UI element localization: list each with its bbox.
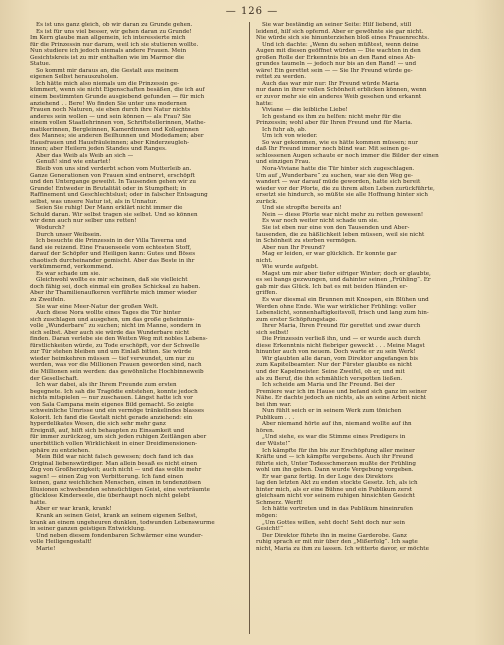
- text-line: darauf der Schöpfer und Heiligen kann: Gutes und Böses: [30, 251, 196, 258]
- text-line: Es ist für uns viel besser, wir gehen daran zu Grunde!: [36, 28, 192, 35]
- text-line: rettet zu werden.: [256, 74, 307, 81]
- text-line: Der Direktor führte ihn in meine Garderobe. Ganz: [262, 532, 407, 539]
- text-line: Aber ihr Thamilienaufkeren verführte mich immer wieder: [30, 290, 197, 297]
- text-line: Nun studiere ich jedoch niemals andere Frauen. Mein: [30, 48, 187, 55]
- text-line: Ich kämpfte für ihn bis zur Erschöpfung aller meiner: [262, 447, 415, 454]
- text-line: einem vollen Staatlehrinnen von, Schriftstellerinnen, Mathe-: [30, 120, 206, 127]
- text-line: keinen, ganz weichlichen Menschen, einen in tendenziösen: [30, 480, 202, 487]
- text-line: hatte:: [256, 100, 273, 107]
- text-line: Viviane — die leibliche Liebe!: [262, 107, 348, 114]
- text-line: nicht.: [256, 257, 273, 264]
- text-line: Um auf „Wunderbare“ zu suchen, war sie den Weg ge-: [256, 172, 413, 179]
- text-line: werden, was vor die Millionen Frauen geworden sind, nach: [30, 362, 202, 369]
- text-line: führte sich, Unter Todesschmerzen mußte der Frühling: [256, 460, 416, 467]
- text-line: Sie war eine Meer-Natur der großen Welt.: [36, 303, 159, 310]
- text-line: Nein — diese Pforte war nicht mehr zu retten gewesen!: [262, 211, 424, 218]
- text-line: von Sala Campana mein eigenes Bild gemacht. So zeigte: [30, 401, 194, 408]
- text-line: Kolorit. Ich fand die Gestalt nicht gerade anziehend: ein: [30, 414, 193, 421]
- text-line: Lebenslicht, sonnenhaftigkeitsvoll, frisch und lang zum hin-: [256, 310, 429, 317]
- text-line: glücklose Kinderseele, die überhaupt noch nicht gelebt: [30, 493, 190, 500]
- text-line: zur Tür stehen bleiben und um Einlaß bitten. Sie würde: [30, 349, 192, 356]
- text-line: So kommt mir daraus an, die Gestalt aus meinem: [36, 67, 179, 74]
- text-line: zurück.: [256, 198, 278, 205]
- text-line: ruhig sprach er mit mir über den „Mißerfolg“. Ich sagte: [256, 539, 418, 546]
- text-line: sagen! — einen Zug von Verbitterung. Ich fand einen: [30, 473, 184, 480]
- text-line: innen; aber Heilern jeden Standes und Ranges.: [30, 146, 167, 153]
- text-line: lag den letzten Akt zu enden stockte Gesetz. Ich, als ich: [256, 480, 418, 487]
- text-line: zu Zweifeln.: [30, 296, 66, 303]
- text-line: als zu Beruf, die ihn schmählich verspotten ließen.: [256, 375, 403, 382]
- text-line: Sie ist eben nur eine von den Tausenden und Aber-: [262, 224, 410, 231]
- text-line: anderes sein wollen — und sein können — als Frau? Sie: [30, 113, 192, 120]
- text-line: bei ihm war.: [256, 401, 292, 408]
- text-line: Ereigniß, auf, hilft sich behaupten zu Einsamkeit und: [30, 427, 185, 434]
- text-line: und den Untergange geweiht. In Tausenden gehen wir zu: [30, 179, 197, 186]
- text-line: hören.: [256, 427, 275, 434]
- text-line: tausenden, die zu häßlichkeit leben müssen, weil sie nicht: [256, 231, 425, 238]
- text-line: Werden ohne Ende. Wie war wirklicher Frühling: voller: [256, 303, 417, 310]
- text-line: grundes taumeln — jedoch nur bis an den Rand! — und: [256, 61, 417, 68]
- text-line: unerbittlich vollen Wirklichkeit in einer Dreidimensionen-: [30, 441, 198, 447]
- text-line: Marie!: [36, 545, 56, 552]
- column-divider: [249, 22, 250, 634]
- text-line: Aber er war krank, krank!: [36, 506, 112, 513]
- text-line: Ich fuhr ab, ab.: [262, 126, 307, 133]
- text-line: Raffinement und Geschlechtslust; oder in falscher Entsagung: [30, 192, 208, 199]
- text-line: Und sie stropfte bereits an!: [262, 205, 342, 212]
- text-line: sich selbst. Aber auch sie würde das Wunderbare nicht: [30, 329, 190, 336]
- text-line: leidend, hilf sich opfernd. Aber er gewöhnte sie gar nicht.: [256, 28, 424, 35]
- text-line: Um ich von wieder.: [262, 133, 318, 140]
- text-line: schweinliche Umrisse und ein vermöge tränkelindes blasses: [30, 408, 205, 415]
- text-line: Ich gestand es ihm zu helfen: nicht mehr für die: [262, 113, 402, 120]
- text-line: Ich hätte vortreten und in das Publikum hineinrufen: [262, 506, 414, 513]
- text-line: gleichsam nicht vor seinem ruhigen hinsichten Gesicht: [256, 493, 415, 500]
- text-line: für die Prinzessin nur darum, weil ich sie stutieren wollte.: [30, 41, 199, 48]
- text-line: Es war schade um sie.: [36, 270, 101, 277]
- text-line: anziehend . . Bere! Wo finden Sie unter uns modernen: [30, 100, 187, 107]
- text-line: Ich hätte mich also niemals um die Prinzessin ge-: [36, 80, 180, 87]
- text-line: Im Kern glaube man allgemein, ich interessierte mich: [30, 35, 186, 42]
- text-line: Aber das Weib als Weib an sich —: [36, 152, 134, 159]
- text-line: Durch unser Weibsein.: [36, 231, 102, 238]
- text-line: nur dann in ihrer vollen Schönheit erblicken können, wenn: [256, 87, 427, 94]
- text-line: großen Rolle der Erkenntnis bis an den Rand eines Ab-: [256, 54, 416, 61]
- text-line: eigenen Selbst herauszuholen.: [30, 74, 119, 81]
- text-line: zum erster Schöpfungstage.: [256, 316, 338, 323]
- text-line: wieder heimkehren müssen — tief verwundet, um nur zu: [30, 355, 195, 362]
- text-line: Augen mit diesen geöffnet würden — Die wachten in den: [256, 48, 421, 55]
- text-line: Hausfrauen und Hausfräuleinnen; aber Kinderzeugleh-: [30, 139, 190, 146]
- text-line: Gesichtskreis ist zu mir enthalten wie im Marmor die: [30, 54, 185, 61]
- text-line: matikerinnen, Bergleinnen, Kamerdinnen und Kolleginnen: [30, 126, 199, 133]
- text-line: Und ich dachte: „Wenn du sehen müßtest, wenn deine: [262, 41, 419, 48]
- text-line: Nun fühlt seich er in seinem Werk zum tönichen: [262, 408, 402, 415]
- text-line: wäre! Ein gerettet sein — — Sie Ihr Freund würde ge-: [256, 67, 413, 74]
- text-line: Aber niemand hörte auf ihn, niemand wollte auf ihn: [262, 421, 412, 428]
- text-line: der Wüste!“: [256, 441, 291, 447]
- text-line: fand sie reizend. Eine Frauenseele vom echtesten Stoff,: [30, 244, 192, 251]
- text-line: Statue.: [30, 61, 51, 68]
- text-line: Es war noch weiter nicht schade um sie.: [262, 218, 379, 225]
- text-line: sphäre zu entziehen.: [30, 447, 90, 454]
- text-line: Und neben diesem fondenbaren Schwärmer eine wunder-: [36, 532, 203, 539]
- text-line: ersetzt sie hindurch, so müßte sie alle Hoffnung hinter sich: [256, 192, 428, 199]
- text-line: Bleib von uns sind verderbt schon vom Mutterleib an.: [36, 166, 192, 173]
- text-line: Ich war dabei, als ihr Ihrem Freunde zum ersten: [36, 382, 177, 389]
- text-line: Wir glaubten alle daran, vom Direktor angefangen bis: [262, 355, 419, 362]
- text-line: volle „Wunderbare“ zu suchen; nicht im Manne, sondern in: [30, 323, 201, 330]
- text-line: Grunde! Entweder in Brutalität oder in Stumpfheit; in: [30, 185, 187, 192]
- text-line: der Gesellschaft.: [30, 375, 79, 382]
- text-line: gab mir das Glück. Ich bat es mit beiden Händen er-: [256, 283, 408, 290]
- text-line: hatte.: [30, 499, 47, 506]
- text-line: Seien Sie ruhig! Der Mann erklärt nicht immer die: [36, 205, 183, 212]
- text-line: sich zuschlagen und ausgehen, um das große geheimnis-: [30, 316, 195, 323]
- text-line: hyperdelikates Wesen, die sich sehr mehr ganz: [30, 421, 166, 428]
- text-line: Auch das war mir nur: Ihr Freund würde Maria: [262, 80, 399, 87]
- text-line: wohl um ihn geben. Dann wurde Vergebung vorgeben.: [256, 467, 414, 474]
- text-line: finden. Daran verlebe sie den Weiten Weg mit nobles Lebens-: [30, 336, 208, 343]
- text-line: volle Heiligengestalt!: [30, 539, 92, 546]
- text-line: doch fähig sei, doch einmal ein großes Schicksal zu haben.: [30, 283, 201, 290]
- text-line: hinunter auch von neuem. Doch warte er zu sein Werk!: [256, 349, 416, 356]
- text-line: Nähe. Er dachte jedoch an nichts, als an seine Arbeit nicht: [256, 395, 427, 402]
- text-line: griffen.: [256, 290, 278, 297]
- text-line: Publikum . . .: [256, 414, 295, 421]
- text-line: nichts mitspielen — nur zuschauen. Längst hatte ich vor: [30, 395, 193, 402]
- text-line: Kräfte und — ich kämpfte vergebens. Auch ihr Freund: [256, 454, 414, 461]
- text-line: Zug von Großherzigkeit; auch nicht — und das wollte mehr: [30, 467, 202, 474]
- text-line: fürstlichkeiten würde, zu Tode erschöpft, vor der Schwelle: [30, 342, 200, 349]
- text-line: Sie war beständig an seiner Seite: Hilf liebend, still: [262, 22, 412, 28]
- text-line: es sei bangs gezwungen, und dahinter seinen „Frühling“. Er: [256, 277, 431, 284]
- text-line: er zuvor mehr sie ein anderes Weib gesehen und erkannt: [256, 94, 422, 101]
- text-line: schlossenen Augen schaute er noch immer die Bilder der einen: [256, 152, 439, 159]
- text-line: in seiner ganzen geistigen Entwicklung.: [30, 526, 146, 533]
- text-line: wandert — war darauf müde geworden, hatte sich bereit: [256, 179, 421, 186]
- text-line: sich selbst!: [256, 329, 289, 336]
- text-line: mögen:: [256, 513, 278, 520]
- text-line: begegnete. Ich sah die Tragödie entstehen, konnte jedoch: [30, 388, 198, 395]
- text-line: Es war diesmal ein Brunnen mit Knospen, ein Blühen und: [262, 296, 429, 303]
- left-column: [30, 22, 242, 634]
- text-line: und einzigen Frau.: [256, 159, 311, 166]
- text-line: des Mannes; sie anderen Beilhunnen und Modedamen; aber: [30, 133, 204, 140]
- text-line: Aber nun Ihr Freund?: [262, 244, 325, 251]
- text-line: Es ist uns ganz gleich, ob wir daran zu Grunde gehen.: [36, 22, 193, 28]
- text-line: Wie wurde aufgebt.: [262, 264, 319, 271]
- text-line: daß Ihr Freund immer noch blind war. Mit seinen ge-: [256, 146, 410, 153]
- text-line: Mein Bild war nicht falsch gewesen; doch fand ich das: [36, 454, 194, 461]
- text-line: Original liebenswürdiger. Man allein besaß es nicht einen: [30, 460, 198, 467]
- text-line: Genuß! sind wie entartet!: [36, 159, 111, 166]
- text-line: Ich besuchte die Prinzessin in der Villa Taverna und: [36, 238, 187, 245]
- text-line: Wodurch?: [36, 224, 65, 231]
- text-line: Mag er leiden, er war glücklich. Er konnte gar: [262, 251, 397, 258]
- text-line: in Schönheit zu sterben vermögen.: [256, 238, 357, 245]
- text-line: verkümmernd, verkommend.: [30, 264, 114, 271]
- text-line: wir denn auch nur selber uns retten!: [30, 218, 137, 225]
- text-line: Die Prinzessin verließ ihn, und — er wurde auch durch: [262, 336, 421, 343]
- text-line: einem bestimmten Grunde ausgiebend gefunden — für mich: [30, 94, 205, 101]
- text-line: Premiere war ich im Hause und befand sich ganz im seiner: [256, 388, 427, 395]
- text-line: Ihrer Maria, Ihren Freund für gerettet und zwar durch: [262, 323, 421, 330]
- text-line: Illusionen schwebenden sehnsüchtigen Geist, eine verträumte: [30, 486, 210, 493]
- page-number: — 126 —: [225, 6, 279, 17]
- text-line: zum Kapitelbeamter. Nur der Fürster glaubte es nicht: [256, 362, 413, 369]
- text-line: Nora-Viviane hatte die Tür hinter sich zugeschlagen.: [262, 166, 415, 173]
- text-line: kümmert, wenn sie nicht Eigenschaften besäßen, die ich auf: [30, 87, 205, 94]
- text-line: Krank an seinen Geist, krank an seinem eigenen Selbst,: [36, 513, 198, 520]
- text-line: So war gekommen, wie es hätte kommen müssen; nur: [262, 139, 418, 146]
- text-line: krank an einem ungeheuren dunklen, todwunden Lebenswurme: [30, 519, 215, 526]
- text-line: Schuld daran. Wir selbst tragen sie selbst. Und so können: [30, 211, 198, 218]
- text-line: Gleichwohl wollte es mir scheinen, daß sie vielleicht: [36, 277, 188, 284]
- text-columns: [30, 22, 470, 634]
- text-line: für immer zurückzog, um sich jeden ruhigen Zeitlängen aber: [30, 434, 207, 441]
- text-line: die Millionen sein werden: das gewöhnliche Hochbinneweib: [30, 368, 204, 375]
- text-line: Prinzessin; wohl aber für Ihren Freund und für Maria.: [256, 120, 413, 127]
- text-line: Schmerz. Werft!: [256, 499, 303, 506]
- text-line: hinter mich, als er eine Bühne und ein Publikum zerst: [256, 486, 413, 493]
- text-line: „Und siehe, es war die Stimme eines Predigers in: [262, 434, 406, 441]
- text-line: und der Kapelmeister. Seine Zweifel, ob er, und mit: [256, 368, 405, 375]
- text-line: nicht, Maria zu ihm zu lassen. Ich witterte davor, er möchte: [256, 545, 429, 552]
- right-column: [256, 22, 468, 634]
- text-line: Nie würde sich sie hinunterziehen bloß eines Frauenrechts.: [256, 35, 430, 42]
- text-line: Ganze Generationen von Frauen sind entnervt, erschöpft: [30, 172, 195, 179]
- text-line: chaotisch durcheinander gemischt. Aber das Beste in ihr: [30, 257, 195, 264]
- text-line: diese Erkenntnis nicht fiebriger geweckt . . . Meine Magst: [256, 342, 425, 349]
- text-line: „Um Gottes willen, seht doch! Seht doch nur sein: [262, 519, 405, 526]
- text-line: Auch diese Nora wollte eines Tages die Tür hinter: [36, 310, 181, 317]
- text-line: Er war ganz fertig. In der Loge des Direktors: [262, 473, 393, 480]
- text-line: selbst, was unsere Natur ist, als in Unnatur.: [30, 198, 158, 205]
- text-line: Magst um mir aber tiefer eifriger Winter; doch er glaubte,: [262, 270, 431, 277]
- text-line: Frauen noch Naturen, sie eben durch ihre Natur nichts: [30, 107, 191, 114]
- text-line: wieder vor der Pforte, die zu ihrem alten Leben zurückführte,: [256, 185, 435, 192]
- text-line: Gesicht!“: [256, 526, 283, 533]
- text-line: Ich scheide am Maria und Ihr Freund. Bei der: [262, 382, 395, 389]
